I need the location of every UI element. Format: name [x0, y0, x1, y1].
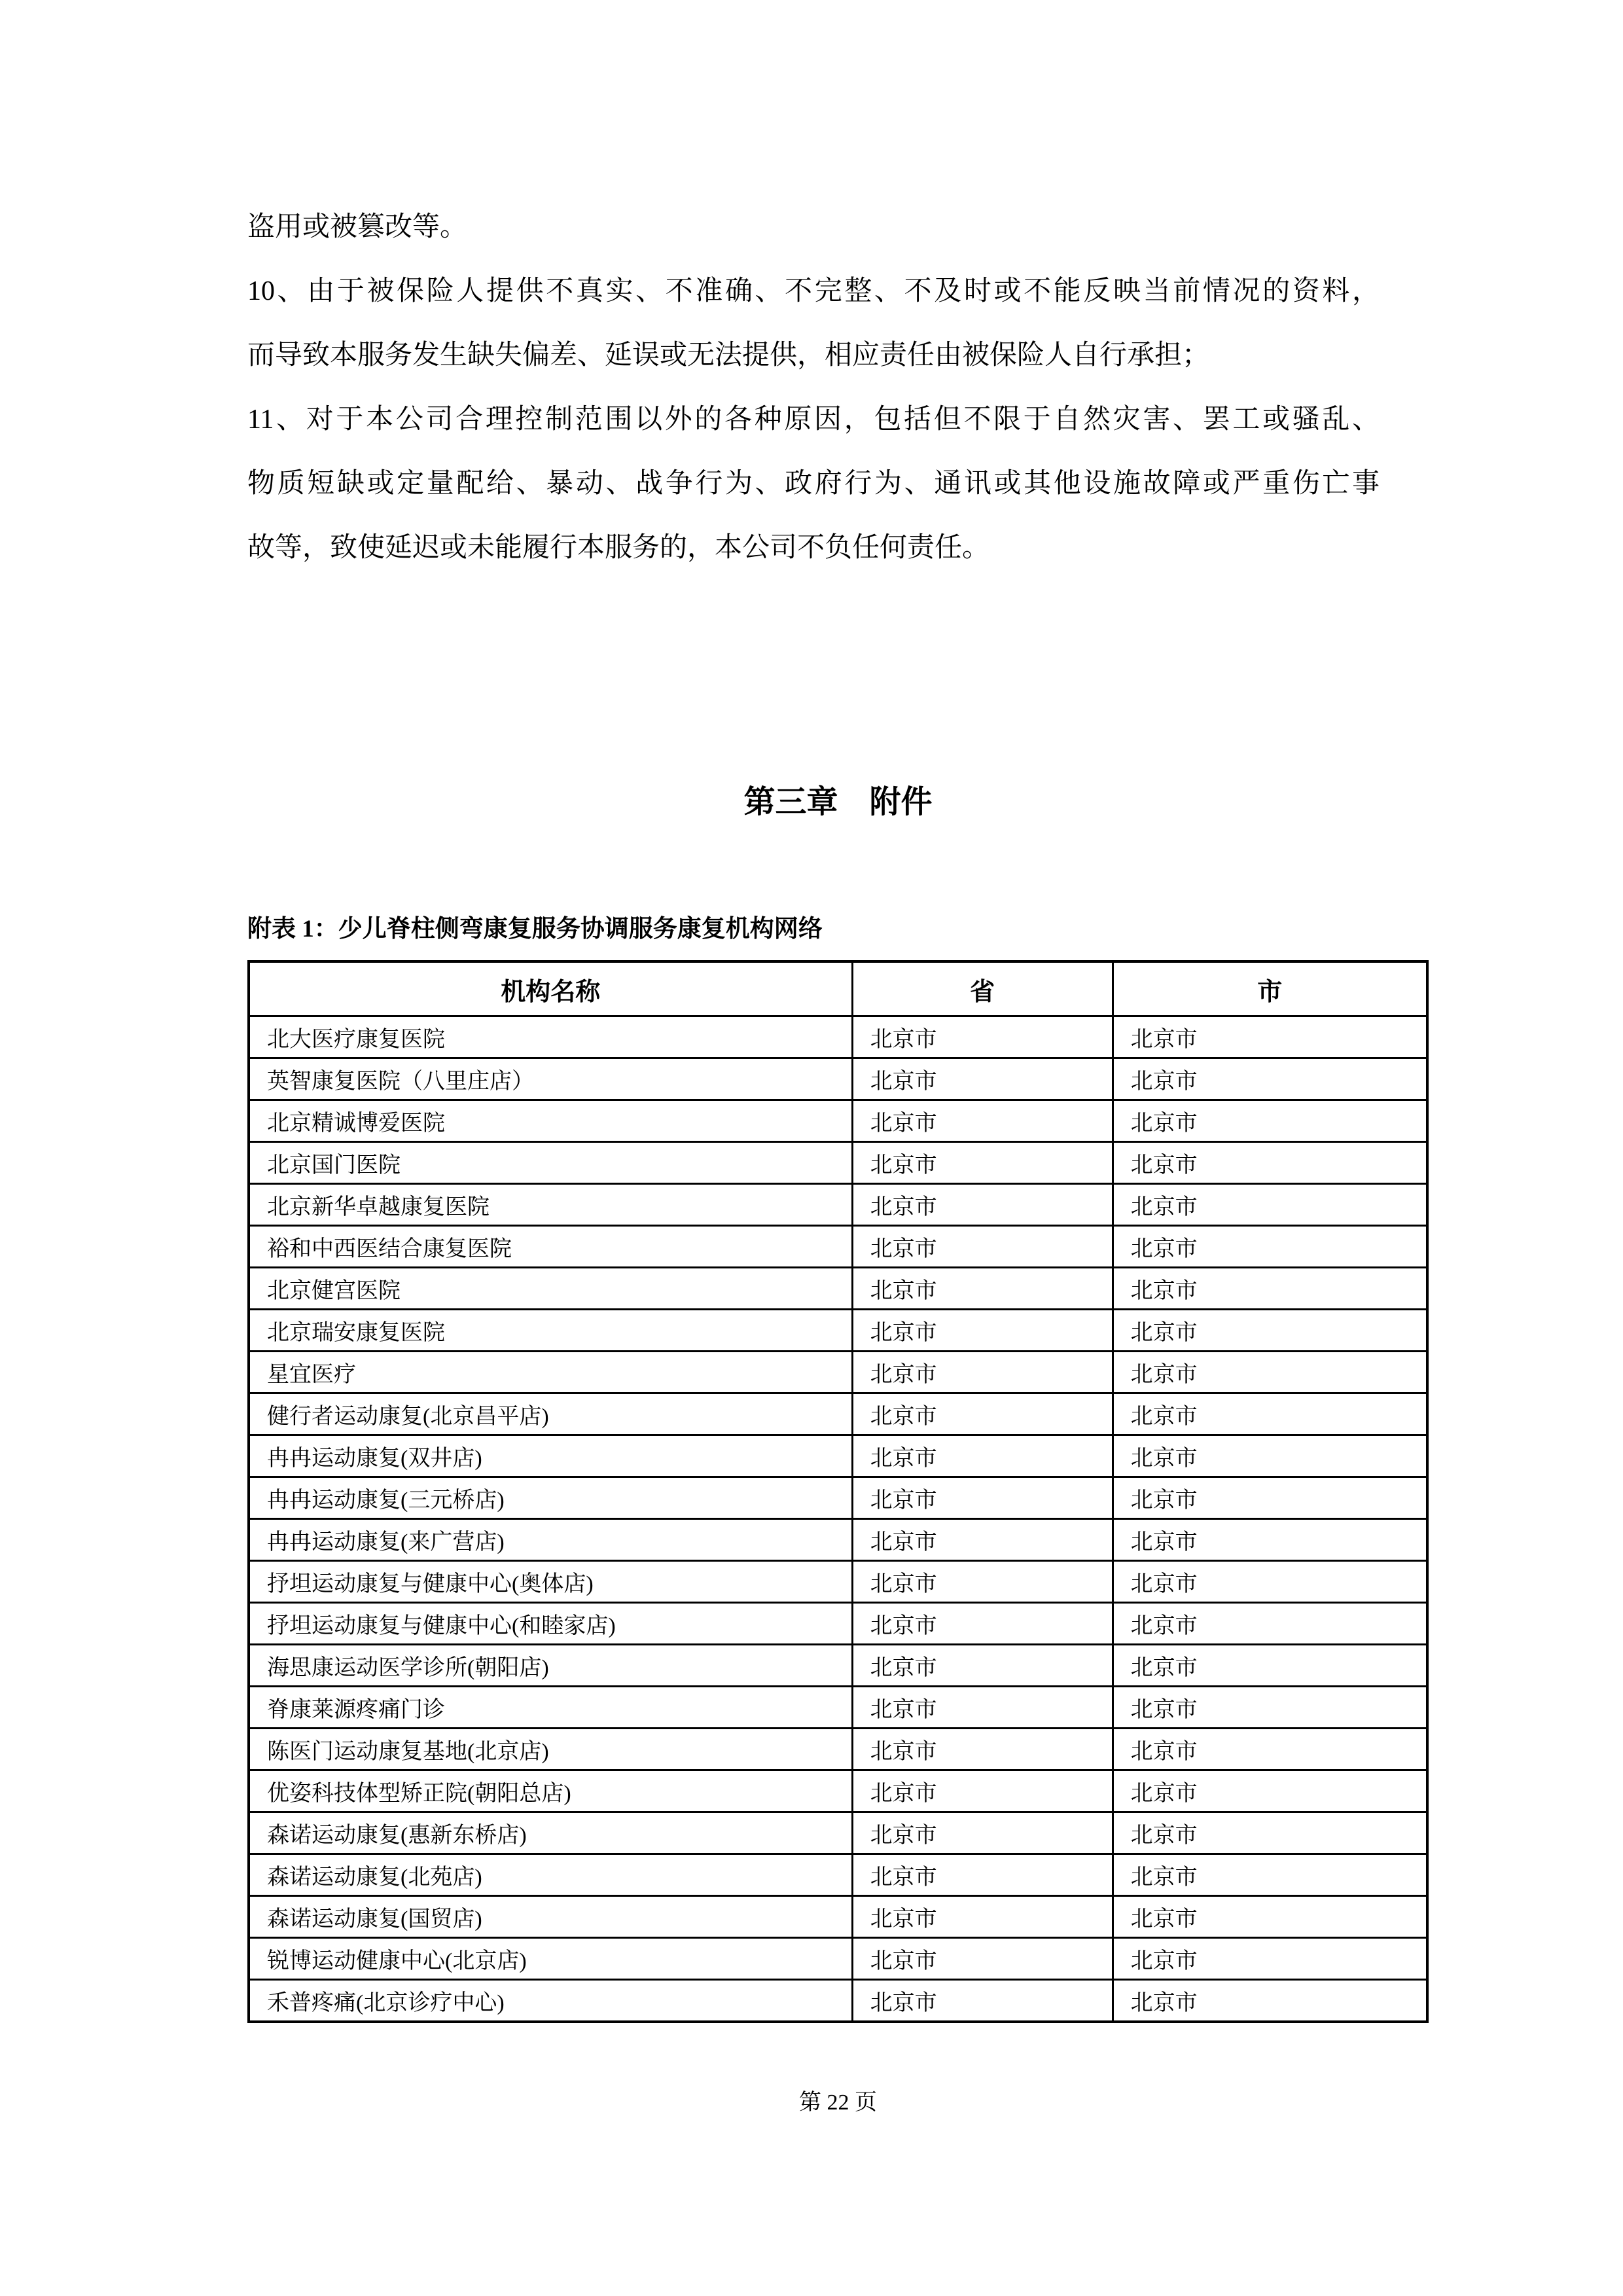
table-row — [249, 1016, 1427, 1058]
table-row — [249, 1519, 1427, 1561]
institution-name-cell: 海思康运动医学诊所(朝阳店) — [249, 1645, 852, 1687]
table-row — [249, 1352, 1427, 1393]
institution-name-cell: 北京瑞安康复医院 — [249, 1310, 852, 1352]
province-cell: 北京市 — [852, 1184, 1113, 1226]
table-row — [249, 1477, 1427, 1519]
city-cell: 北京市 — [1113, 1729, 1427, 1770]
province-cell: 北京市 — [852, 1687, 1113, 1729]
table-row — [249, 1980, 1427, 2022]
chapter-heading: 第三章 附件 — [743, 785, 933, 819]
terms-paragraphs — [247, 195, 1380, 580]
table-row — [249, 1184, 1427, 1226]
city-cell: 北京市 — [1113, 1435, 1427, 1477]
table-row — [249, 1645, 1427, 1687]
province-cell: 北京市 — [852, 1435, 1113, 1477]
city-cell: 北京市 — [1113, 1310, 1427, 1352]
province-cell: 北京市 — [852, 1645, 1113, 1687]
city-cell: 北京市 — [1113, 1519, 1427, 1561]
institution-name-cell: 冉冉运动康复(来广营店) — [249, 1519, 852, 1561]
page-footer: 第 22 页 — [799, 2090, 877, 2115]
institution-name-cell: 冉冉运动康复(双井店) — [249, 1435, 852, 1477]
table-caption: 附表 1：少儿脊柱侧弯康复服务协调服务康复机构网络 — [247, 916, 823, 942]
province-cell: 北京市 — [852, 1812, 1113, 1854]
province-cell: 北京市 — [852, 1058, 1113, 1100]
province-cell: 北京市 — [852, 1268, 1113, 1310]
province-cell: 北京市 — [852, 1729, 1113, 1770]
institution-name-cell: 抒坦运动康复与健康中心(奥体店) — [249, 1561, 852, 1603]
institution-name-cell: 优姿科技体型矫正院(朝阳总店) — [249, 1770, 852, 1812]
city-cell: 北京市 — [1113, 1142, 1427, 1184]
institution-name-cell: 星宜医疗 — [249, 1352, 852, 1393]
province-cell: 北京市 — [852, 1310, 1113, 1352]
province-cell: 北京市 — [852, 1016, 1113, 1058]
province-cell: 北京市 — [852, 1980, 1113, 2022]
institution-name-cell: 北京国门医院 — [249, 1142, 852, 1184]
province-cell: 北京市 — [852, 1477, 1113, 1519]
province-cell: 北京市 — [852, 1603, 1113, 1645]
table-row — [249, 1393, 1427, 1435]
city-cell: 北京市 — [1113, 1812, 1427, 1854]
institution-name-cell: 北大医疗康复医院 — [249, 1016, 852, 1058]
province-cell: 北京市 — [852, 1100, 1113, 1142]
province-cell: 北京市 — [852, 1770, 1113, 1812]
city-cell: 北京市 — [1113, 1268, 1427, 1310]
institution-name-cell: 禾普疼痛(北京诊疗中心) — [249, 1980, 852, 2022]
table-row — [249, 1142, 1427, 1184]
province-cell: 北京市 — [852, 1226, 1113, 1268]
province-cell: 北京市 — [852, 1938, 1113, 1980]
city-cell: 北京市 — [1113, 1477, 1427, 1519]
province-cell: 北京市 — [852, 1352, 1113, 1393]
institution-name-cell: 陈医门运动康复基地(北京店) — [249, 1729, 852, 1770]
table-row — [249, 1310, 1427, 1352]
city-cell: 北京市 — [1113, 1352, 1427, 1393]
province-cell: 北京市 — [852, 1393, 1113, 1435]
col-header-city: 市 — [1113, 961, 1427, 1016]
city-cell: 北京市 — [1113, 1393, 1427, 1435]
table-row — [249, 1729, 1427, 1770]
city-cell: 北京市 — [1113, 1980, 1427, 2022]
table-row — [249, 1603, 1427, 1645]
city-cell: 北京市 — [1113, 1100, 1427, 1142]
institution-name-cell: 北京健宫医院 — [249, 1268, 852, 1310]
city-cell: 北京市 — [1113, 1226, 1427, 1268]
paragraph-line: 11、对于本公司合理控制范围以外的各种原因，包括但不限于自然灾害、罢工或骚乱、 — [247, 404, 1380, 435]
institution-name-cell: 森诺运动康复(国贸店) — [249, 1896, 852, 1938]
paragraph-line: 而导致本服务发生缺失偏差、延误或无法提供，相应责任由被保险人自行承担； — [247, 340, 1210, 370]
institution-name-cell: 森诺运动康复(惠新东桥店) — [249, 1812, 852, 1854]
province-cell: 北京市 — [852, 1896, 1113, 1938]
city-cell: 北京市 — [1113, 1184, 1427, 1226]
table-row — [249, 1854, 1427, 1896]
province-cell: 北京市 — [852, 1519, 1113, 1561]
city-cell: 北京市 — [1113, 1016, 1427, 1058]
institution-name-cell: 森诺运动康复(北苑店) — [249, 1854, 852, 1896]
rehab-network-table — [247, 960, 1429, 2023]
col-header-province: 省 — [852, 961, 1113, 1016]
institution-name-cell: 北京精诚博爱医院 — [249, 1100, 852, 1142]
table-row — [249, 1435, 1427, 1477]
institution-name-cell: 脊康莱源疼痛门诊 — [249, 1687, 852, 1729]
city-cell: 北京市 — [1113, 1687, 1427, 1729]
paragraph-line: 10、由于被保险人提供不真实、不准确、不完整、不及时或不能反映当前情况的资料， — [247, 276, 1380, 306]
institution-name-cell: 英智康复医院（八里庄店） — [249, 1058, 852, 1100]
institution-name-cell: 锐博运动健康中心(北京店) — [249, 1938, 852, 1980]
province-cell: 北京市 — [852, 1854, 1113, 1896]
institution-name-cell: 北京新华卓越康复医院 — [249, 1184, 852, 1226]
table-row — [249, 1268, 1427, 1310]
city-cell: 北京市 — [1113, 1896, 1427, 1938]
table-body — [249, 1016, 1427, 2022]
paragraph-line: 故等，致使延迟或未能履行本服务的，本公司不负任何责任。 — [247, 533, 990, 563]
city-cell: 北京市 — [1113, 1603, 1427, 1645]
table-row — [249, 1770, 1427, 1812]
table-header-row — [249, 961, 1427, 1016]
table-row — [249, 1226, 1427, 1268]
paragraph-line: 物质短缺或定量配给、暴动、战争行为、政府行为、通讯或其他设施故障或严重伤亡事 — [247, 469, 1380, 499]
table-row — [249, 1561, 1427, 1603]
institution-name-cell: 健行者运动康复(北京昌平店) — [249, 1393, 852, 1435]
table-row — [249, 1100, 1427, 1142]
table-row — [249, 1687, 1427, 1729]
city-cell: 北京市 — [1113, 1854, 1427, 1896]
city-cell: 北京市 — [1113, 1645, 1427, 1687]
institution-name-cell: 抒坦运动康复与健康中心(和睦家店) — [249, 1603, 852, 1645]
city-cell: 北京市 — [1113, 1561, 1427, 1603]
city-cell: 北京市 — [1113, 1058, 1427, 1100]
paragraph-line: 盗用或被篡改等。 — [247, 212, 468, 242]
city-cell: 北京市 — [1113, 1770, 1427, 1812]
table-row — [249, 1812, 1427, 1854]
table-row — [249, 1896, 1427, 1938]
table-row — [249, 1938, 1427, 1980]
col-header-institution: 机构名称 — [249, 961, 852, 1016]
table-row — [249, 1058, 1427, 1100]
province-cell: 北京市 — [852, 1142, 1113, 1184]
city-cell: 北京市 — [1113, 1938, 1427, 1980]
institution-name-cell: 裕和中西医结合康复医院 — [249, 1226, 852, 1268]
province-cell: 北京市 — [852, 1561, 1113, 1603]
institution-name-cell: 冉冉运动康复(三元桥店) — [249, 1477, 852, 1519]
